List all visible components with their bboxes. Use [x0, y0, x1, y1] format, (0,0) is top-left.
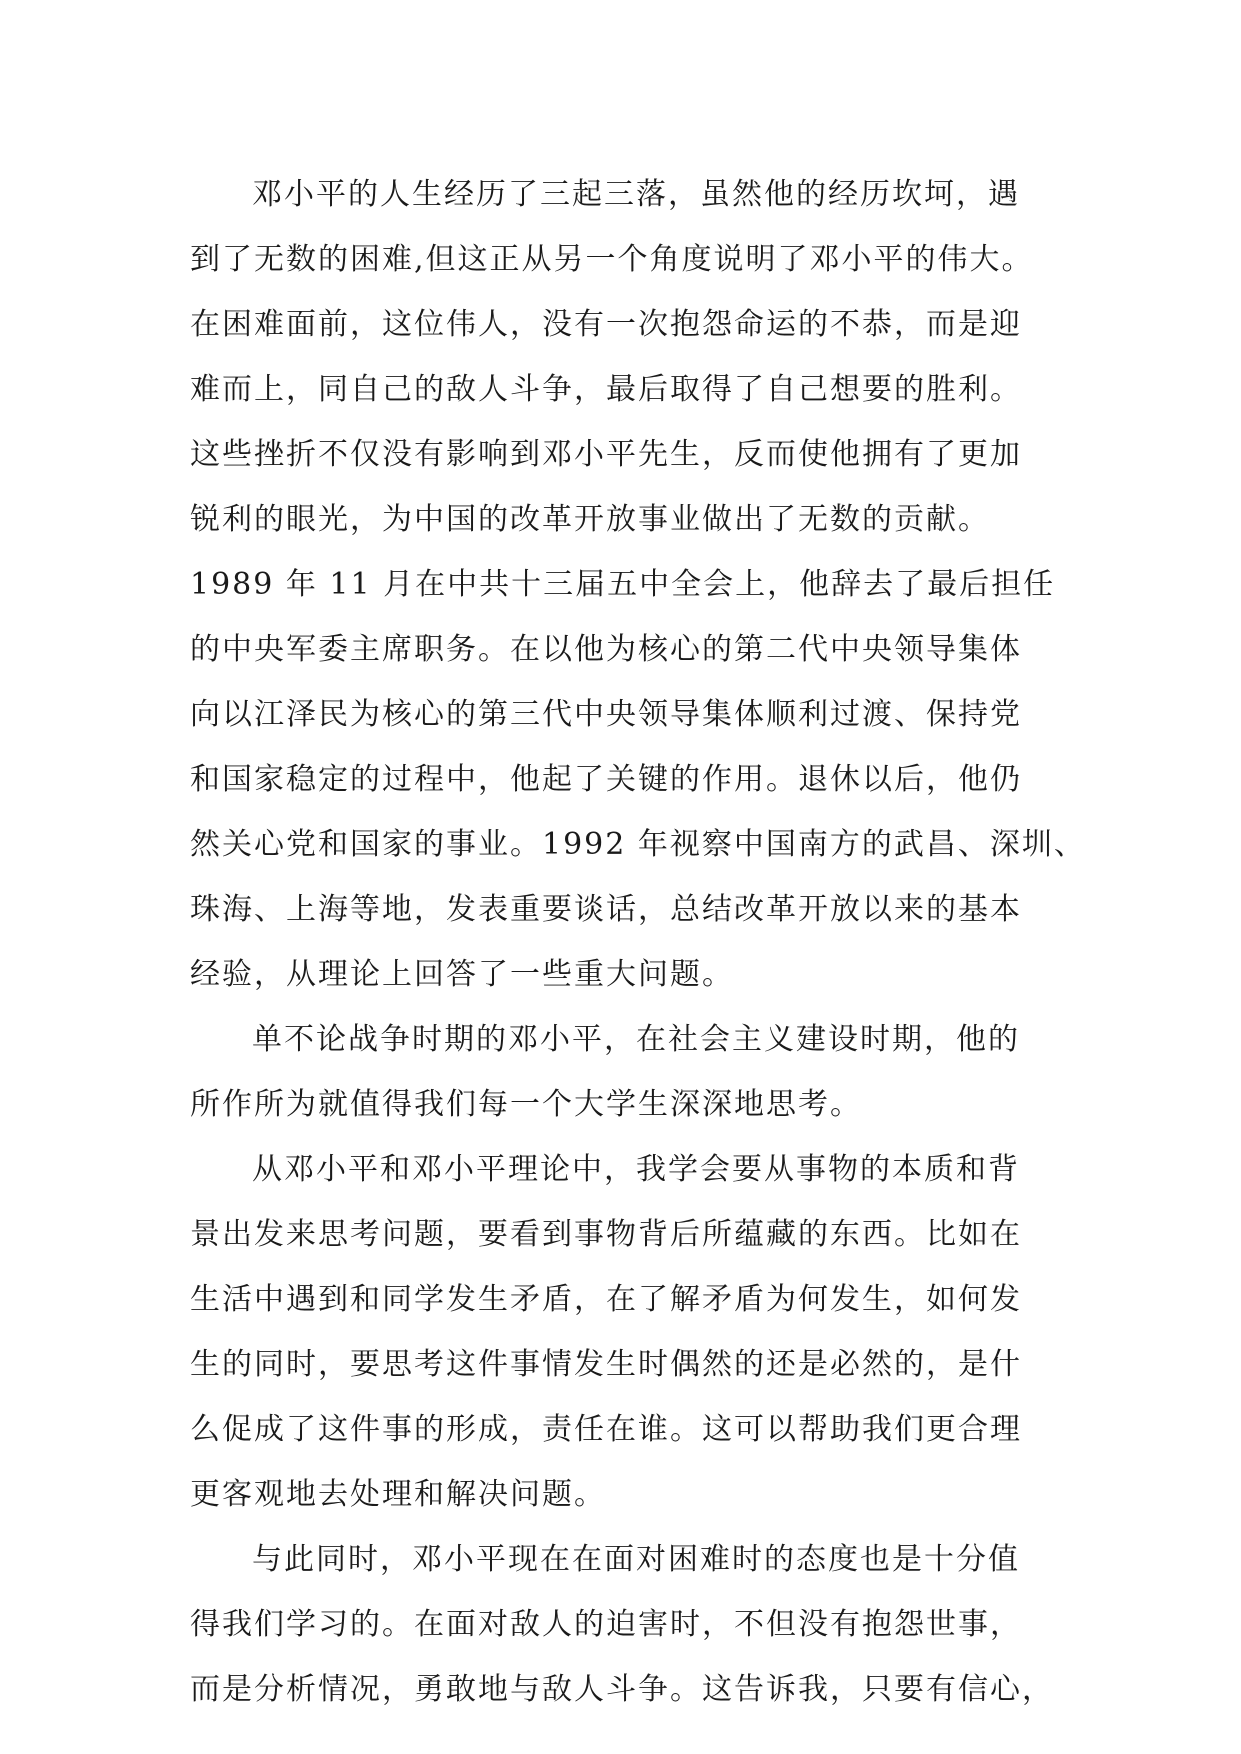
text-line: 所作所为就值得我们每一个大学生深深地思考。	[190, 1087, 862, 1122]
text-line: 单不论战争时期的邓小平，在社会主义建设时期，他的	[252, 1022, 1020, 1057]
text-line: 然关心党和国家的事业。1992 年视察中国南方的武昌、深圳、	[190, 827, 1086, 862]
text-line: 更客观地去处理和解决问题。	[190, 1477, 606, 1512]
text-line: 而是分析情况，勇敢地与敌人斗争。这告诉我，只要有信心，	[190, 1672, 1054, 1707]
text-line: 难而上，同自己的敌人斗争，最后取得了自己想要的胜利。	[190, 372, 1022, 407]
text-line: 与此同时，邓小平现在在面对困难时的态度也是十分值	[252, 1542, 1020, 1577]
text-line: 的中央军委主席职务。在以他为核心的第二代中央领导集体	[190, 632, 1022, 667]
text-line: 和国家稳定的过程中，他起了关键的作用。退休以后，他仍	[190, 762, 1022, 797]
text-line: 1989 年 11 月在中共十三届五中全会上，他辞去了最后担任	[190, 567, 1056, 602]
text-line: 生的同时，要思考这件事情发生时偶然的还是必然的，是什	[190, 1347, 1022, 1382]
text-line: 得我们学习的。在面对敌人的迫害时，不但没有抱怨世事，	[190, 1607, 1022, 1642]
text-line: 这些挫折不仅没有影响到邓小平先生，反而使他拥有了更加	[190, 437, 1022, 472]
text-line: 向以江泽民为核心的第三代中央领导集体顺利过渡、保持党	[190, 697, 1022, 732]
body-text	[190, 162, 1090, 1722]
text-line: 邓小平的人生经历了三起三落，虽然他的经历坎坷，遇	[252, 177, 1020, 212]
text-line: 珠海、上海等地，发表重要谈话，总结改革开放以来的基本	[190, 892, 1022, 927]
text-line: 景出发来思考问题，要看到事物背后所蕴藏的东西。比如在	[190, 1217, 1022, 1252]
text-line: 从邓小平和邓小平理论中，我学会要从事物的本质和背	[252, 1152, 1020, 1187]
text-line: 么促成了这件事的形成，责任在谁。这可以帮助我们更合理	[190, 1412, 1022, 1447]
text-line: 生活中遇到和同学发生矛盾，在了解矛盾为何发生，如何发	[190, 1282, 1022, 1317]
text-line: 经验，从理论上回答了一些重大问题。	[190, 957, 734, 992]
text-line: 锐利的眼光，为中国的改革开放事业做出了无数的贡献。	[190, 502, 990, 537]
text-line: 在困难面前，这位伟人，没有一次抱怨命运的不恭，而是迎	[190, 307, 1022, 342]
text-line: 到了无数的困难,但这正从另一个角度说明了邓小平的伟大。	[190, 242, 1034, 277]
